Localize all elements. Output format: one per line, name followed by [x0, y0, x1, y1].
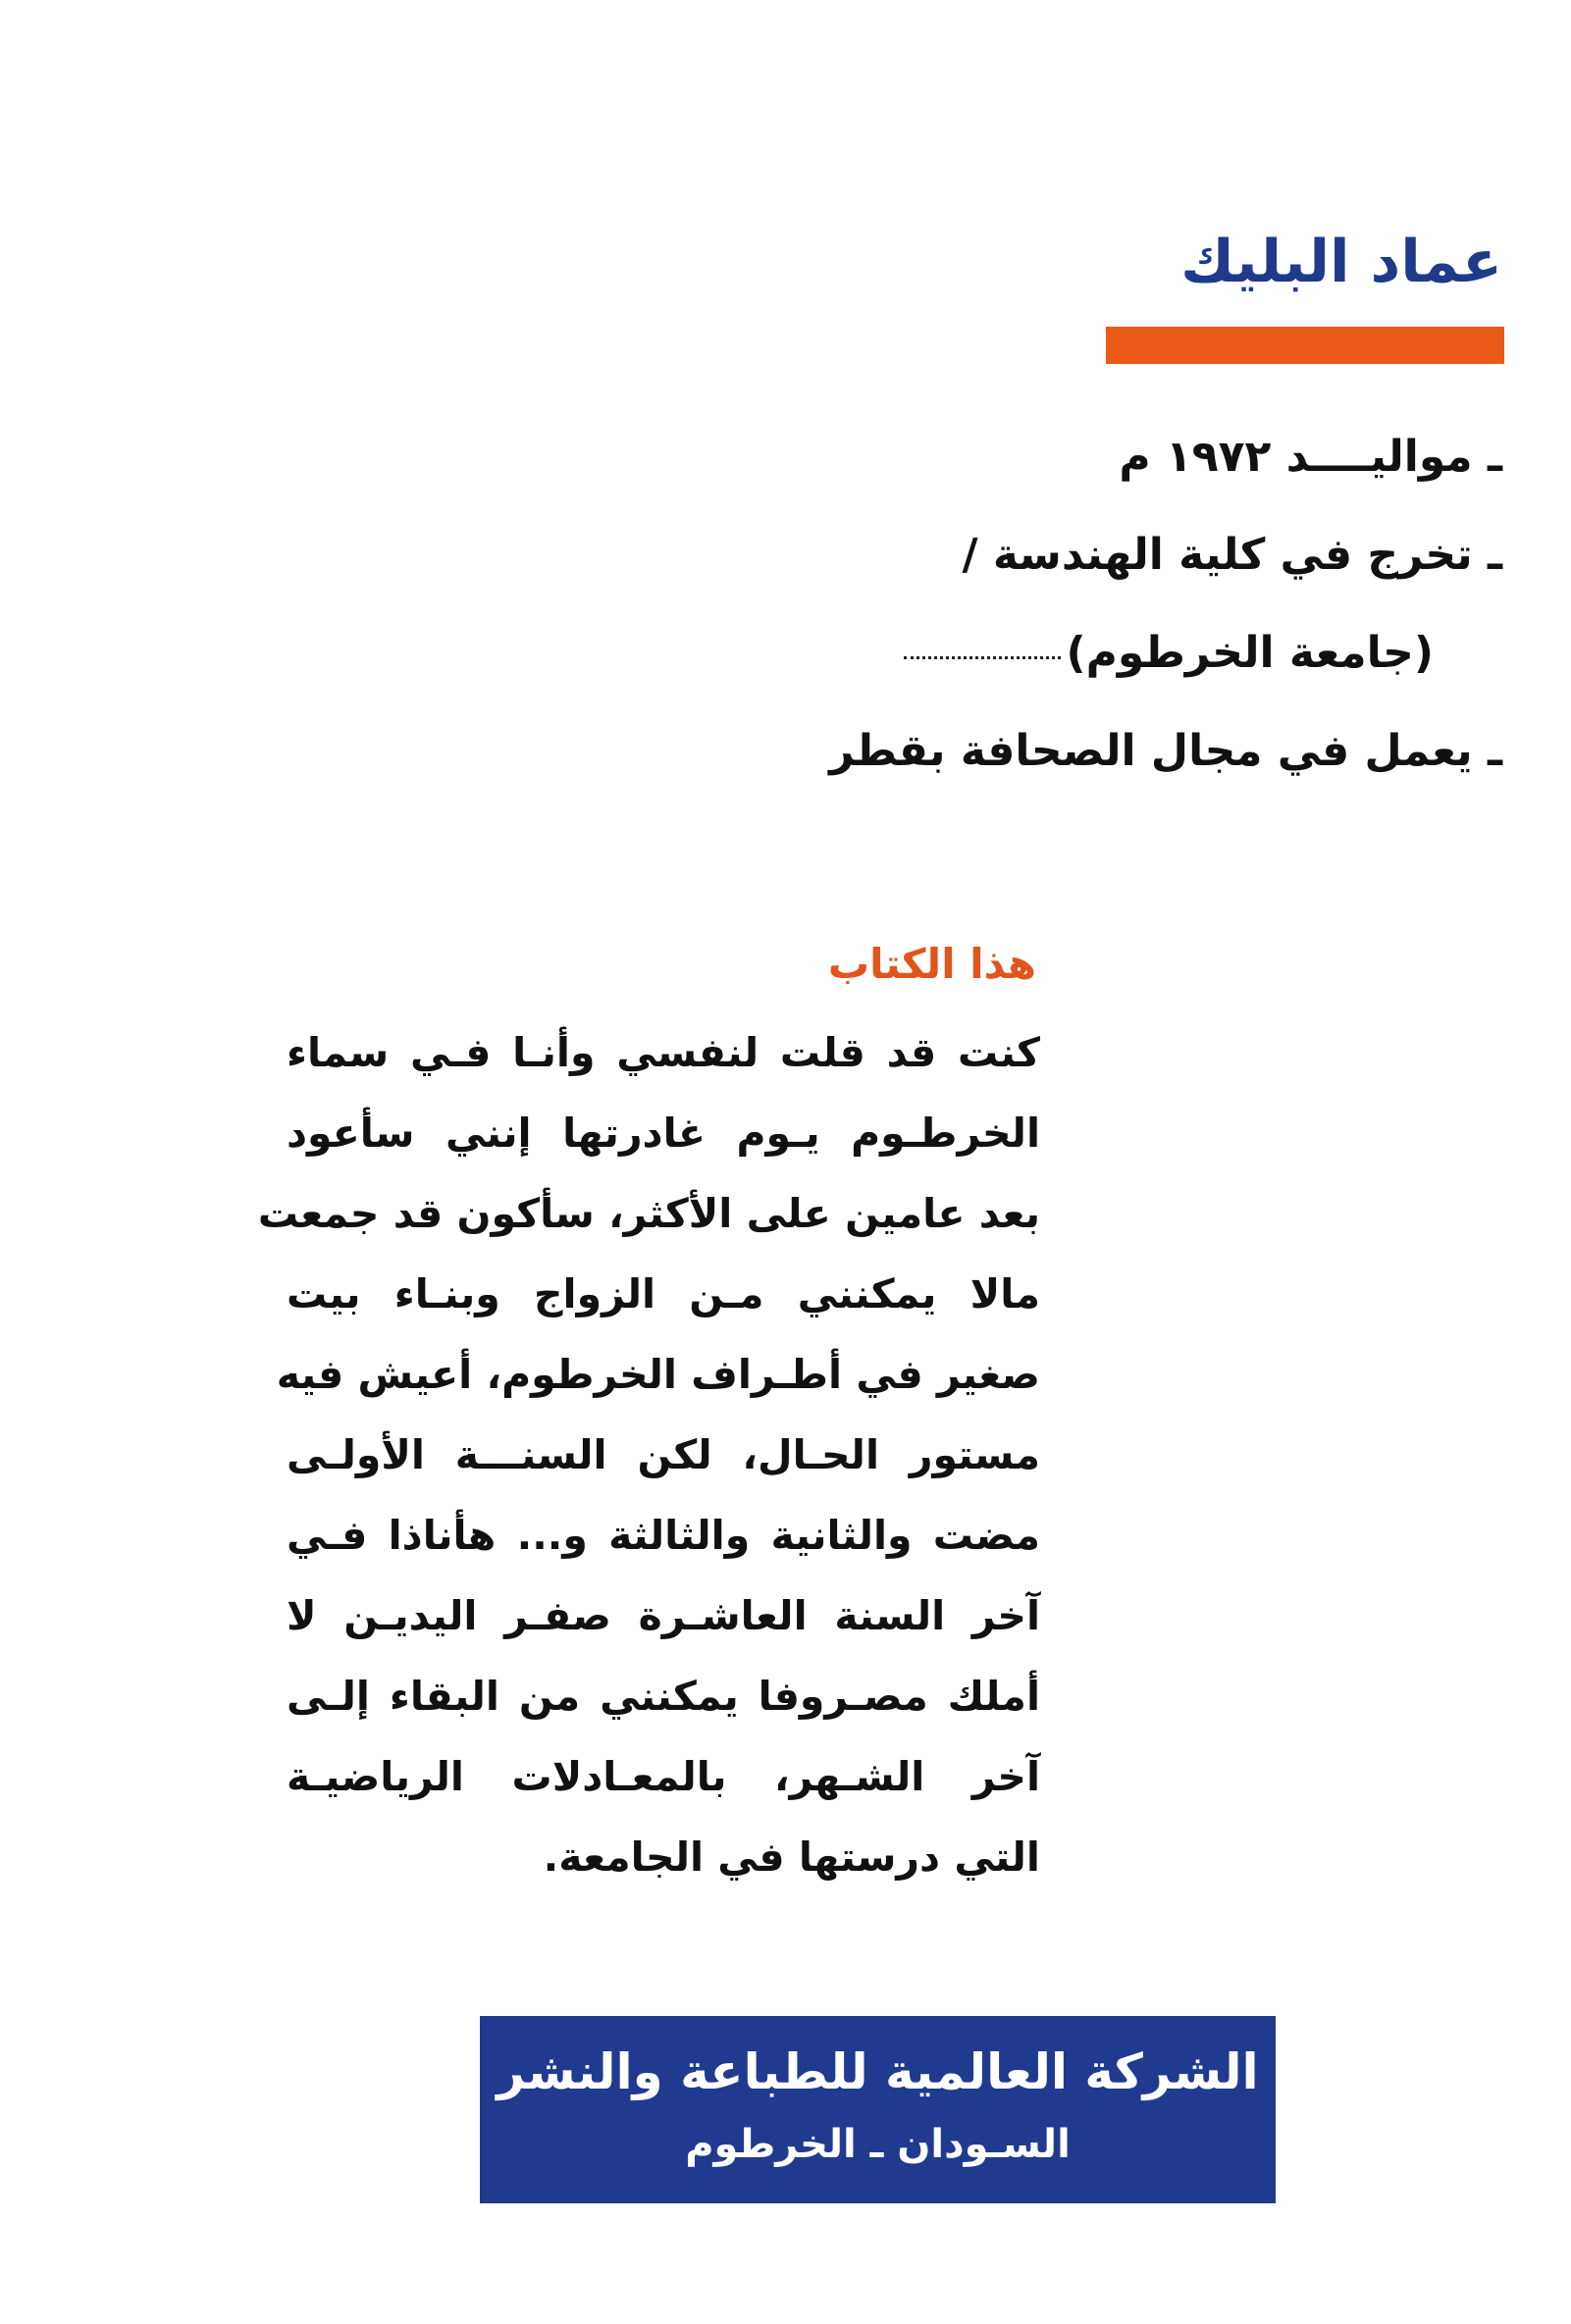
blurb-line: آخر الشـهر، بالمعـادلات الرياضيـة	[287, 1753, 1040, 1800]
bio-work: ـ يعمل في مجال الصحافة بقطر	[829, 726, 1502, 776]
bio-education: ـ تخرج في كلية الهندسة /	[962, 530, 1502, 580]
blurb-line: مضت والثانية والثالثة و... هأناذا فـي	[287, 1512, 1040, 1559]
about-title: هذا الكتاب	[827, 940, 1036, 988]
bio-university	[815, 618, 1502, 716]
university-name: (جامعة الخرطوم)	[1066, 628, 1434, 678]
publisher-box	[480, 2016, 1276, 2203]
accent-bar	[1106, 327, 1504, 364]
blurb-line: الخرطـوم يـوم غادرتها إنني سأعود	[287, 1110, 1040, 1157]
bio-birth: ـ مواليــــد ١٩٧٢ م	[1119, 432, 1502, 482]
dotted-leader	[904, 652, 1061, 659]
blurb-line: مالا يمكنني مـن الزواج وبنـاء بيت	[287, 1270, 1040, 1317]
blurb-line: بعد عامين على الأكثر، سأكون قد جمعت	[257, 1190, 1040, 1237]
author-bio	[815, 422, 1502, 814]
blurb-line: أملك مصـروفا يمكنني من البقاء إلـى	[287, 1673, 1040, 1720]
publisher-name: الشركة العالمية للطباعة والنشر	[497, 2043, 1259, 2100]
blurb-line: مستور الحـال، لكن السنـــة الأولـى	[287, 1431, 1040, 1478]
blurb-line: كنت قد قلت لنفسي وأنـا فـي سماء	[287, 1029, 1040, 1076]
blurb-line: التي درستها في الجامعة.	[543, 1833, 1040, 1881]
publisher-location: السـودان ـ الخرطوم	[685, 2122, 1071, 2167]
blurb-line: آخر السنة العاشـرة صفـر اليديـن لا	[287, 1592, 1040, 1639]
author-name: عماد البليك	[1180, 228, 1502, 296]
blurb-line: صغير في أطـراف الخرطوم، أعيش فيه	[276, 1351, 1040, 1398]
about-blurb	[257, 1012, 1040, 1897]
